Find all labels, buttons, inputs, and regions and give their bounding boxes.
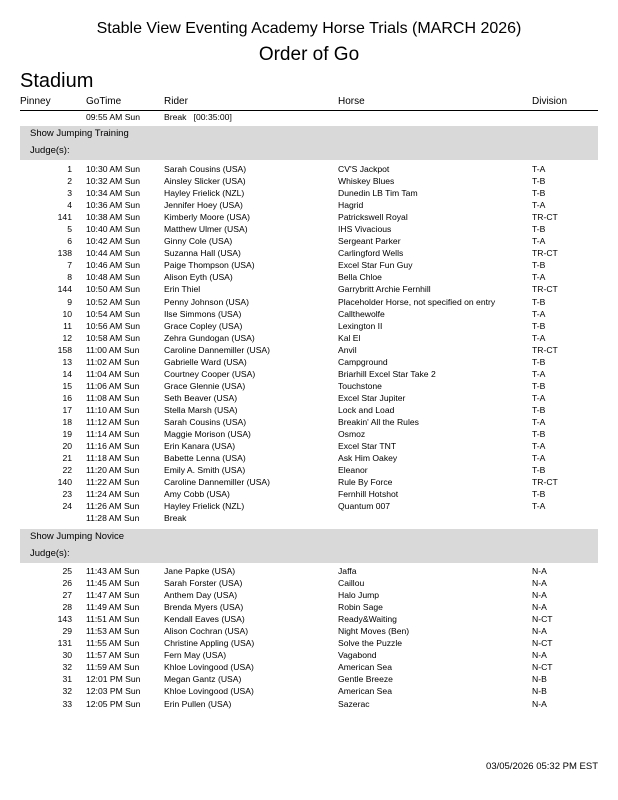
cell-gotime: 11:55 AM Sun — [86, 638, 140, 649]
cell-horse: Quantum 007 — [338, 501, 391, 512]
cell-horse: Fernhill Hotshot — [338, 489, 399, 500]
group-name: Show Jumping Novice — [30, 531, 124, 542]
cell-rider: Penny Johnson (USA) — [164, 296, 250, 307]
cell-rider: Hayley Frielick (NZL) — [164, 188, 245, 199]
cell-horse: Placeholder Horse, not specified on entry — [338, 296, 496, 307]
table-row — [20, 637, 598, 649]
cell-horse: Vagabond — [338, 650, 377, 661]
cell-rider: Sarah Cousins (USA) — [164, 416, 247, 427]
cell-rider: Caroline Dannemiller (USA) — [164, 344, 271, 355]
table-row — [20, 577, 598, 589]
cell-horse: Lock and Load — [338, 404, 395, 415]
table-row — [20, 452, 598, 464]
cell-pinney: 26 — [62, 578, 72, 589]
cell-horse: American Sea — [338, 662, 392, 673]
cell-pinney: 18 — [62, 416, 72, 427]
cell-gotime: 11:14 AM Sun — [86, 429, 140, 440]
cell-horse: Garrybritt Archie Fernhill — [338, 284, 431, 295]
cell-division: T-A — [532, 200, 546, 211]
cell-division: T-A — [532, 501, 546, 512]
cell-rider: Ilse Simmons (USA) — [164, 308, 242, 319]
cell-rider: Ginny Cole (USA) — [164, 236, 233, 247]
table-header — [20, 96, 598, 111]
cell-pinney: 20 — [62, 441, 72, 452]
cell-pinney: 2 — [67, 176, 72, 187]
cell-pinney: 158 — [57, 344, 72, 355]
cell-pinney: 25 — [62, 566, 72, 576]
table-row — [20, 271, 598, 283]
cell-rider: Megan Gantz (USA) — [164, 674, 242, 685]
cell-rider: Alison Eyth (USA) — [164, 272, 233, 283]
table-row — [20, 392, 598, 404]
cell-horse: Anvil — [338, 344, 357, 355]
cell-pinney: 16 — [62, 392, 72, 403]
cell-horse: Callthewolfe — [338, 308, 385, 319]
cell-rider: Erin Kanara (USA) — [164, 441, 236, 452]
cell-gotime: 10:46 AM Sun — [86, 260, 140, 271]
cell-horse: Rule By Force — [338, 477, 393, 488]
cell-rider: Suzanna Hall (USA) — [164, 248, 241, 259]
group-band-novice — [20, 529, 598, 563]
cell-pinney: 12 — [62, 332, 72, 343]
cell-horse: American Sea — [338, 686, 392, 697]
cell-pinney: 27 — [62, 590, 72, 601]
cell-gotime: 11:28 AM Sun — [86, 513, 140, 524]
cell-gotime: 10:32 AM Sun — [86, 176, 140, 187]
table-row — [20, 320, 598, 332]
cell-gotime: 10:30 AM Sun — [86, 164, 140, 174]
cell-pinney: 32 — [62, 686, 72, 697]
cell-division: N-A — [532, 626, 547, 637]
cell-gotime: 10:54 AM Sun — [86, 308, 140, 319]
cell-gotime: 11:06 AM Sun — [86, 380, 140, 391]
cell-gotime: 12:05 PM Sun — [86, 698, 141, 709]
cell-horse: Caillou — [338, 578, 365, 589]
cell-rider: Break — [164, 513, 187, 524]
table-row — [20, 211, 598, 223]
table-row — [20, 565, 598, 577]
cell-pinney: 29 — [62, 626, 72, 637]
cell-gotime: 10:44 AM Sun — [86, 248, 140, 259]
cell-pinney: 6 — [67, 236, 72, 247]
cell-gotime: 09:55 AM Sun — [86, 112, 140, 122]
cell-pinney: 23 — [62, 489, 72, 500]
cell-division: T-B — [532, 404, 546, 415]
table-row — [20, 488, 598, 500]
cell-pinney: 21 — [62, 453, 72, 464]
cell-rider: Zehra Gundogan (USA) — [164, 332, 255, 343]
cell-gotime: 11:10 AM Sun — [86, 404, 140, 415]
table-row — [20, 476, 598, 488]
table-row — [20, 613, 598, 625]
cell-pinney: 9 — [67, 296, 72, 307]
cell-rider: Seth Beaver (USA) — [164, 392, 238, 403]
table-row — [20, 512, 598, 524]
cell-gotime: 10:42 AM Sun — [86, 236, 140, 247]
table-row — [20, 356, 598, 368]
cell-pinney: 138 — [57, 248, 72, 259]
cell-division: T-B — [532, 489, 546, 500]
cell-rider: Jennifer Hoey (USA) — [164, 200, 243, 211]
cell-horse: Eleanor — [338, 465, 368, 476]
cell-rider: Break [00:35:00] — [164, 112, 232, 122]
group-judges: Judge(s): — [30, 145, 70, 156]
cell-division: T-A — [532, 332, 546, 343]
cell-rider: Grace Glennie (USA) — [164, 380, 246, 391]
cell-rider: Babette Lenna (USA) — [164, 453, 246, 464]
cell-gotime: 11:43 AM Sun — [86, 566, 140, 576]
cell-division: T-B — [532, 296, 546, 307]
cell-gotime: 11:59 AM Sun — [86, 662, 140, 673]
cell-pinney: 141 — [57, 212, 72, 223]
cell-horse: Ask Him Oakey — [338, 453, 398, 464]
table-row — [20, 283, 598, 295]
cell-gotime: 10:52 AM Sun — [86, 296, 140, 307]
cell-horse: Gentle Breeze — [338, 674, 393, 685]
table-row — [20, 380, 598, 392]
table-row — [20, 247, 598, 259]
cell-pinney: 22 — [62, 465, 72, 476]
cell-rider: Matthew Ulmer (USA) — [164, 224, 248, 235]
cell-horse: Sazerac — [338, 698, 370, 709]
table-row — [20, 163, 598, 175]
group-judges: Judge(s): — [30, 548, 70, 559]
table-row — [20, 673, 598, 685]
cell-gotime: 11:18 AM Sun — [86, 453, 140, 464]
cell-division: N-A — [532, 650, 547, 661]
cell-division: T-B — [532, 176, 546, 187]
cell-rider: Emily A. Smith (USA) — [164, 465, 246, 476]
cell-rider: Khloe Lovingood (USA) — [164, 686, 254, 697]
table-row — [20, 661, 598, 673]
cell-horse: Kal El — [338, 332, 361, 343]
cell-gotime: 11:49 AM Sun — [86, 602, 140, 613]
table-row — [20, 111, 598, 123]
cell-pinney: 8 — [67, 272, 72, 283]
cell-rider: Fern May (USA) — [164, 650, 227, 661]
cell-division: T-A — [532, 416, 546, 427]
cell-horse: Touchstone — [338, 380, 382, 391]
cell-horse: Solve the Puzzle — [338, 638, 403, 649]
cell-rider: Jane Papke (USA) — [164, 566, 236, 576]
group-band-training — [20, 126, 598, 160]
training-rows — [20, 163, 598, 524]
header-pinney: Pinney — [20, 96, 51, 107]
cell-rider: Caroline Dannemiller (USA) — [164, 477, 271, 488]
cell-gotime: 11:08 AM Sun — [86, 392, 140, 403]
cell-division: T-A — [532, 164, 546, 174]
cell-rider: Grace Copley (USA) — [164, 320, 243, 331]
table-row — [20, 368, 598, 380]
cell-pinney: 7 — [67, 260, 72, 271]
novice-rows — [20, 565, 598, 710]
cell-pinney: 33 — [62, 698, 72, 709]
cell-division: TR-CT — [532, 477, 558, 488]
cell-pinney: 140 — [57, 477, 72, 488]
table-row — [20, 685, 598, 697]
cell-pinney: 31 — [62, 674, 72, 685]
cell-horse: Campground — [338, 356, 388, 367]
cell-division: T-A — [532, 368, 546, 379]
cell-pinney: 144 — [57, 284, 72, 295]
cell-pinney: 14 — [62, 368, 72, 379]
header-gotime: GoTime — [86, 96, 122, 107]
table-row — [20, 235, 598, 247]
table-row — [20, 187, 598, 199]
cell-gotime: 10:48 AM Sun — [86, 272, 140, 283]
cell-horse: Halo Jump — [338, 590, 380, 601]
cell-division: T-B — [532, 320, 546, 331]
cell-pinney: 131 — [57, 638, 72, 649]
cell-gotime: 11:20 AM Sun — [86, 465, 140, 476]
cell-gotime: 11:02 AM Sun — [86, 356, 140, 367]
cell-rider: Erin Thiel — [164, 284, 201, 295]
cell-horse: Patrickswell Royal — [338, 212, 408, 223]
cell-division: TR-CT — [532, 284, 558, 295]
cell-division: T-B — [532, 224, 546, 235]
page-subtitle: Order of Go — [258, 44, 360, 65]
cell-horse: Whiskey Blues — [338, 176, 395, 187]
cell-division: N-CT — [532, 614, 553, 625]
table-row — [20, 428, 598, 440]
cell-rider: Kendall Eaves (USA) — [164, 614, 245, 625]
cell-rider: Hayley Frielick (NZL) — [164, 501, 245, 512]
cell-horse: Osmoz — [338, 429, 366, 440]
cell-division: TR-CT — [532, 344, 558, 355]
cell-gotime: 11:47 AM Sun — [86, 590, 140, 601]
cell-gotime: 12:03 PM Sun — [86, 686, 141, 697]
cell-rider: Paige Thompson (USA) — [164, 260, 255, 271]
cell-division: N-CT — [532, 638, 553, 649]
cell-division: N-A — [532, 602, 547, 613]
cell-pinney: 11 — [63, 320, 72, 331]
cell-gotime: 10:50 AM Sun — [86, 284, 140, 295]
cell-horse: Hagrid — [338, 200, 364, 211]
cell-pinney: 1 — [67, 164, 72, 174]
cell-rider: Anthem Day (USA) — [164, 590, 238, 601]
cell-horse: Bella Chloe — [338, 272, 382, 283]
cell-rider: Sarah Forster (USA) — [164, 578, 243, 589]
table-row — [20, 500, 598, 512]
section-title: Stadium — [20, 70, 94, 92]
cell-pinney: 24 — [62, 501, 72, 512]
cell-rider: Brenda Myers (USA) — [164, 602, 244, 613]
cell-gotime: 10:38 AM Sun — [86, 212, 140, 223]
cell-rider: Christine Appling (USA) — [164, 638, 255, 649]
cell-division: T-A — [532, 236, 546, 247]
cell-pinney: 10 — [62, 308, 72, 319]
cell-horse: IHS Vivacious — [338, 224, 392, 235]
cell-pinney: 143 — [57, 614, 72, 625]
cell-horse: Night Moves (Ben) — [338, 626, 410, 637]
cell-horse: Ready&Waiting — [338, 614, 397, 625]
table-row — [20, 440, 598, 452]
cell-division: N-A — [532, 590, 547, 601]
cell-gotime: 11:57 AM Sun — [86, 650, 140, 661]
cell-gotime: 11:51 AM Sun — [86, 614, 140, 625]
cell-division: T-A — [532, 453, 546, 464]
table-row — [20, 175, 598, 187]
cell-pinney: 3 — [67, 188, 72, 199]
table-row — [20, 698, 598, 710]
cell-horse: Excel Star TNT — [338, 441, 397, 452]
cell-gotime: 11:45 AM Sun — [86, 578, 140, 589]
break-row-top — [20, 111, 598, 123]
cell-rider: Courtney Cooper (USA) — [164, 368, 256, 379]
header-division: Division — [532, 96, 568, 107]
cell-pinney: 17 — [62, 404, 72, 415]
cell-pinney: 30 — [62, 650, 72, 661]
cell-rider: Ainsley Slicker (USA) — [164, 176, 246, 187]
print-timestamp: 03/05/2026 05:32 PM EST — [486, 761, 598, 772]
cell-gotime: 11:04 AM Sun — [86, 368, 140, 379]
table-row — [20, 601, 598, 613]
cell-rider: Erin Pullen (USA) — [164, 698, 232, 709]
table-row — [20, 332, 598, 344]
table-row — [20, 404, 598, 416]
cell-division: T-A — [532, 441, 546, 452]
cell-pinney: 28 — [62, 602, 72, 613]
cell-division: T-B — [532, 380, 546, 391]
cell-gotime: 11:24 AM Sun — [86, 489, 140, 500]
cell-pinney: 32 — [62, 662, 72, 673]
cell-division: T-B — [532, 356, 546, 367]
table-row — [20, 416, 598, 428]
cell-gotime: 11:53 AM Sun — [86, 626, 140, 637]
cell-pinney: 5 — [67, 224, 72, 235]
cell-pinney: 15 — [62, 380, 72, 391]
cell-pinney: 19 — [62, 429, 72, 440]
cell-gotime: 11:12 AM Sun — [86, 416, 140, 427]
table-row — [20, 344, 598, 356]
cell-gotime: 12:01 PM Sun — [86, 674, 141, 685]
cell-gotime: 10:40 AM Sun — [86, 224, 140, 235]
cell-rider: Alison Cochran (USA) — [164, 626, 249, 637]
table-row — [20, 589, 598, 601]
cell-horse: Briarhill Excel Star Take 2 — [338, 368, 436, 379]
cell-horse: Lexington II — [338, 320, 383, 331]
cell-division: T-A — [532, 308, 546, 319]
cell-rider: Kimberly Moore (USA) — [164, 212, 250, 223]
cell-horse: Breakin' All the Rules — [338, 416, 419, 427]
cell-horse: Jaffa — [338, 566, 357, 576]
header-rider: Rider — [164, 96, 188, 107]
table-row — [20, 625, 598, 637]
group-name: Show Jumping Training — [30, 128, 129, 139]
cell-division: N-A — [532, 698, 547, 709]
cell-gotime: 11:16 AM Sun — [86, 441, 140, 452]
page-title: Stable View Eventing Academy Horse Trials (MARCH 2026) — [96, 20, 522, 37]
cell-division: TR-CT — [532, 212, 558, 223]
table-row — [20, 308, 598, 320]
cell-rider: Maggie Morison (USA) — [164, 429, 251, 440]
cell-pinney: 13 — [62, 356, 72, 367]
table-row — [20, 296, 598, 308]
header-horse: Horse — [338, 96, 365, 107]
table-row — [20, 259, 598, 271]
cell-rider: Khloe Lovingood (USA) — [164, 662, 254, 673]
cell-division: T-A — [532, 272, 546, 283]
table-row — [20, 464, 598, 476]
cell-horse: Excel Star Jupiter — [338, 392, 406, 403]
cell-rider: Gabrielle Ward (USA) — [164, 356, 247, 367]
cell-rider: Amy Cobb (USA) — [164, 489, 230, 500]
cell-horse: Carlingford Wells — [338, 248, 404, 259]
cell-gotime: 10:58 AM Sun — [86, 332, 140, 343]
cell-horse: Excel Star Fun Guy — [338, 260, 413, 271]
cell-division: N-A — [532, 566, 547, 576]
cell-gotime: 11:26 AM Sun — [86, 501, 140, 512]
cell-gotime: 10:36 AM Sun — [86, 200, 140, 211]
cell-gotime: 11:22 AM Sun — [86, 477, 140, 488]
cell-division: T-B — [532, 465, 546, 476]
cell-gotime: 11:00 AM Sun — [86, 344, 140, 355]
cell-rider: Stella Marsh (USA) — [164, 404, 238, 415]
cell-horse: Robin Sage — [338, 602, 383, 613]
cell-division: TR-CT — [532, 248, 558, 259]
cell-division: T-B — [532, 429, 546, 440]
cell-horse: Sergeant Parker — [338, 236, 401, 247]
cell-horse: Dunedin LB Tim Tam — [338, 188, 418, 199]
cell-pinney: 4 — [67, 200, 72, 211]
table-row — [20, 199, 598, 211]
cell-horse: CV'S Jackpot — [338, 164, 390, 174]
cell-division: T-B — [532, 260, 546, 271]
cell-division: N-A — [532, 578, 547, 589]
cell-division: N-B — [532, 674, 547, 685]
cell-gotime: 10:56 AM Sun — [86, 320, 140, 331]
cell-gotime: 10:34 AM Sun — [86, 188, 140, 199]
cell-division: T-A — [532, 392, 546, 403]
cell-division: T-B — [532, 188, 546, 199]
cell-division: N-B — [532, 686, 547, 697]
cell-rider: Sarah Cousins (USA) — [164, 164, 247, 174]
table-row — [20, 223, 598, 235]
table-row — [20, 649, 598, 661]
cell-division: N-CT — [532, 662, 553, 673]
